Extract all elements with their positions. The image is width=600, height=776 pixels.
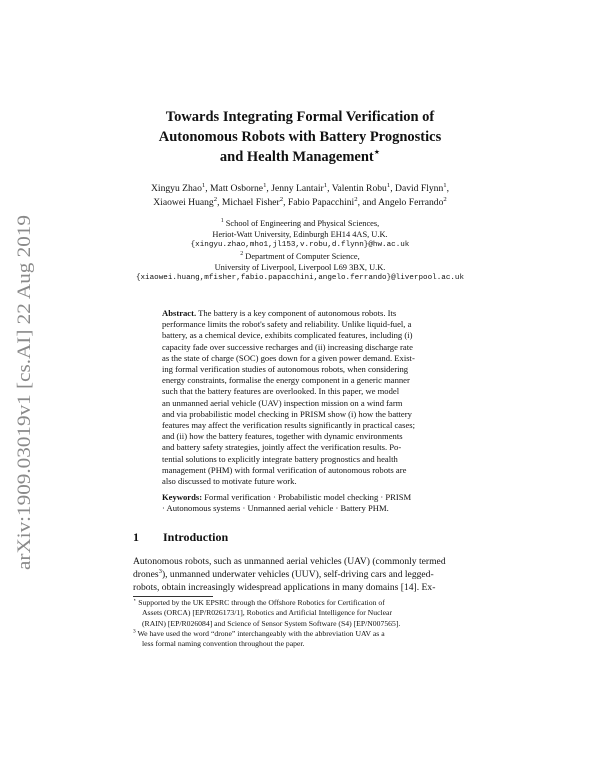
footnote-2-line: less formal naming convention throughout the paper. (142, 639, 305, 649)
abstract-line: management (PHM) with formal verification of autonomous robots are (162, 464, 407, 475)
affiliation-2-mark: 2 (240, 251, 244, 258)
footnote-2-mark: 3 (133, 628, 136, 635)
arxiv-id-text: arXiv:1909.03019v1 [cs.AI] 22 Aug 2019 (14, 251, 35, 570)
abstract-line: ing formal verification studies of autonomous robots, when considering (162, 364, 409, 375)
keywords-line-text: Formal verification · Probabilistic model checking · PRISM (202, 492, 412, 502)
affiliation-2-email[interactable]: {xiaowei.huang,mfisher,fabio.papacchini,angelo.ferrando}@liverpool.ac.uk (135, 274, 465, 282)
body-line: Autonomous robots, such as unmanned aerial vehicles (UAV) (commonly termed (133, 556, 446, 567)
title-line-3-text: and Health Management (219, 149, 374, 165)
author-name: Xingyu Zhao (150, 183, 202, 194)
abstract-line-text: The battery is a key component of autonomous robots. Its (196, 308, 397, 318)
keywords (162, 492, 442, 514)
footnote-2-text: We have used the word “drone” interchangeably with the abbreviation UAV as a (137, 628, 385, 638)
affiliation-1-name (100, 218, 500, 229)
footnote-1-mark: ⋆ (133, 597, 137, 604)
title-line-2: Autonomous Robots with Battery Prognostics (158, 129, 442, 145)
author-name: Michael Fisher (221, 197, 280, 208)
title-line-1: Towards Integrating Formal Verification of (165, 109, 435, 125)
abstract-line: energy constraints, formalise the energy component in a generic manner (162, 375, 410, 386)
abstract-line: and via probabilistic model checking in PRISM show (i) how the battery (162, 408, 412, 419)
author-affil-mark: 2 (354, 195, 358, 203)
abstract (162, 308, 442, 487)
keywords-line (162, 492, 442, 503)
author-name: Valentin Robu (331, 183, 387, 194)
author-affil-mark: 2 (213, 195, 218, 203)
abstract-line: also discussed to motivate future work. (162, 476, 297, 487)
abstract-line: and battery safety strategies, jointly affect the verification results. Po- (162, 442, 402, 453)
introduction-text (133, 555, 471, 595)
author-list (90, 182, 510, 210)
abstract-line: performance limits the robot's safety and reliability. Unlike liquid-fuel, a (162, 319, 412, 330)
arxiv-stamp (6, 210, 38, 570)
abstract-line: tential solutions to explicitly integrate battery prognostics and health (162, 453, 398, 464)
author-name: and Angelo Ferrando (362, 197, 444, 208)
author-affil-mark: 1 (386, 181, 391, 189)
author-affil-mark: 2 (279, 195, 284, 203)
affiliations (100, 218, 500, 284)
paper-title (100, 107, 500, 167)
author-name: Jenny Lantair (271, 183, 324, 194)
keywords-line: · Autonomous systems · Unmanned aerial vehicle · Battery PHM. (162, 503, 389, 514)
author-name: Matt Osborne (210, 183, 264, 194)
footnote-1-line (133, 598, 473, 608)
arxiv-stamp-svg (6, 210, 38, 570)
author-line-2: Xiaowei Huang$^2$, Michael Fisher$^2$, Fabio Papacchini$^2$, and Angelo Ferrando$^2$ (153, 195, 447, 208)
abstract-line: features may affect the verification results significantly in practical cases; (162, 420, 416, 431)
abstract-line: and (ii) how the battery features, together with dynamic environments (162, 431, 403, 442)
abstract-line: battery, as a chemical device, exhibits complicated features, including (i) (162, 330, 413, 341)
body-line-text: ), unmanned underwater vehicles (UUV), self-driving cars and legged- (161, 569, 434, 581)
footnote-1-line: Assets (ORCA) [EP/R026173/1], Robotics and Artificial Intelligence for Nuclear (142, 608, 393, 618)
affiliation-2-address: University of Liverpool, Liverpool L69 3BX, U.K. (214, 263, 386, 272)
footnote-rule (133, 596, 213, 597)
footnote-2-line (133, 629, 473, 639)
author-name: Xiaowei Huang (153, 197, 214, 208)
author-affil-mark: 2 (443, 195, 447, 203)
author-line-1: Xingyu Zhao$^1$, Matt Osborne$^1$, Jenny Lantair$^1$, Valentin Robu$^1$, David Flynn$^1$, (150, 181, 450, 194)
footnote-ref[interactable]: 3 (158, 568, 162, 576)
author-affil-mark: 1 (443, 181, 447, 189)
affiliation-1-mark: 1 (220, 218, 224, 225)
abstract-line: as the state of charge (SOC) goes down for a given power demand. Exist- (162, 352, 415, 363)
affiliation-2-name (100, 251, 500, 262)
author-name: Fabio Papacchini (287, 197, 355, 208)
affiliation-1-name-text: School of Engineering and Physical Sciences, (225, 219, 380, 228)
body-line: robots, obtain increasingly widespread applications in many domains [14]. Ex- (133, 582, 436, 594)
abstract-line: an unmanned aerial vehicle (UAV) inspection mission on a wind farm (162, 397, 403, 408)
keywords-label: Keywords: (162, 492, 203, 502)
section-heading (133, 530, 228, 545)
author-affil-mark: 1 (201, 181, 206, 189)
body-line (133, 568, 471, 581)
affiliation-1-address: Heriot-Watt University, Edinburgh EH14 4AS, U.K. (212, 230, 388, 239)
abstract-line (162, 308, 442, 319)
body-line-text: drones (133, 569, 159, 581)
affiliation-1-email[interactable]: {xingyu.zhao,mho1,jl153,v.robu,d.flynn}@hw.ac.uk (190, 241, 410, 249)
author-affil-mark: 1 (263, 181, 267, 189)
affiliation-2-name-text: Department of Computer Science, (245, 252, 360, 261)
abstract-line: capacity fade over successive recharges and (ii) increasing discharge rate (162, 341, 413, 352)
author-name: David Flynn (395, 183, 444, 194)
section-title: Introduction (163, 530, 229, 544)
title-line-3 (100, 147, 500, 167)
footnotes (133, 598, 473, 649)
section-number: 1 (133, 530, 139, 544)
abstract-label: Abstract. (162, 308, 197, 318)
abstract-line: such that the battery features are overlooked. In this paper, we model (162, 386, 400, 397)
title-footnote-mark: ⋆ (373, 147, 381, 159)
author-affil-mark: 1 (323, 181, 328, 189)
footnote-1-text: Supported by the UK EPSRC through the Offshore Robotics for Certification of (138, 598, 385, 607)
footnote-1-line: (RAIN) [EP/R026084] and Science of Sensor System Software (S4) [EP/N007565]. (142, 618, 401, 628)
